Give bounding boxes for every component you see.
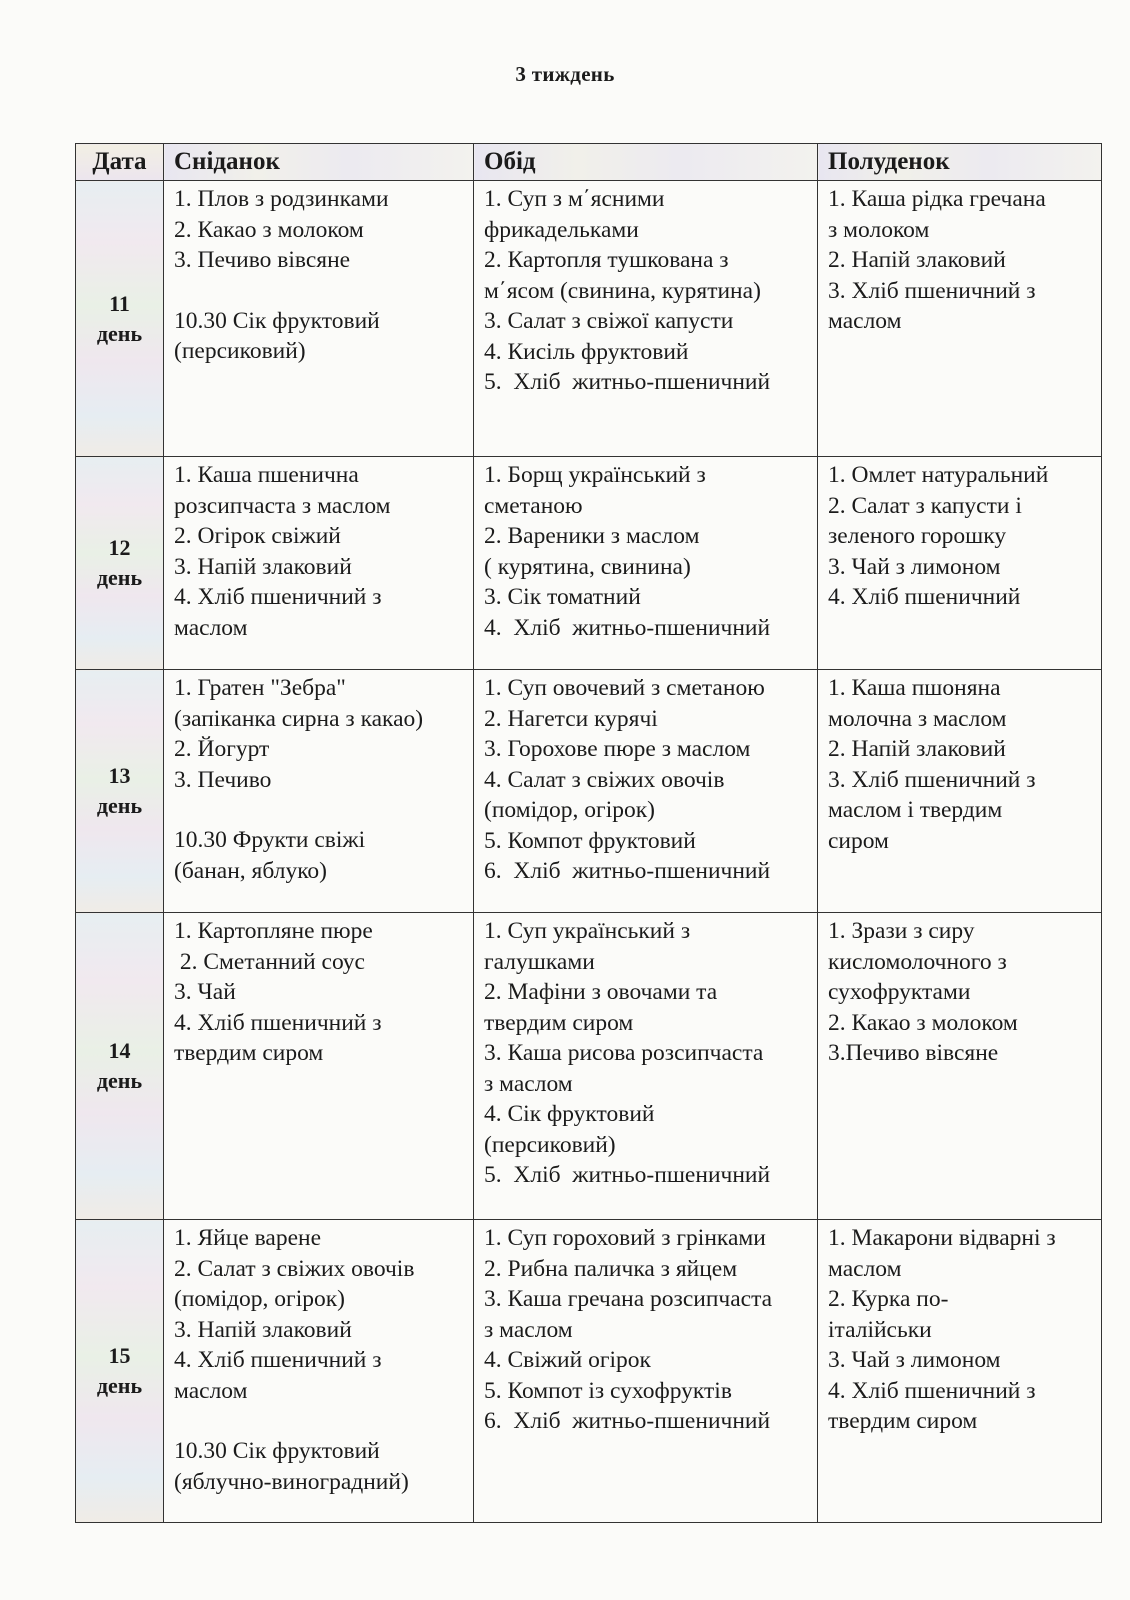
page-title: 3 тиждень bbox=[515, 62, 615, 86]
menu-item: 2. Рибна паличка з яйцем bbox=[484, 1255, 738, 1282]
menu-item: 3. Чай з лимоном bbox=[828, 1347, 1001, 1373]
menu-item: 2. Салат з капусти і bbox=[828, 492, 1022, 519]
menu-item: (помідор, огірок) bbox=[484, 797, 655, 823]
menu-item: 3. Горохове пюре з маслом bbox=[484, 736, 751, 762]
menu-item: сметаною bbox=[484, 492, 583, 519]
menu-item: 2. Напій злаковий bbox=[828, 247, 1006, 273]
breakfast-cell bbox=[164, 670, 474, 913]
menu-item: 3. Чай bbox=[174, 979, 236, 1005]
header-row bbox=[76, 144, 1102, 181]
menu-item: 1. Суп гороховий з грінками bbox=[484, 1225, 766, 1251]
menu-item: 4. Кисіль фруктовий bbox=[484, 338, 689, 365]
lunch-cell bbox=[474, 913, 818, 1220]
menu-item: 2. Мафіни з овочами та bbox=[484, 979, 718, 1005]
day-cell bbox=[76, 457, 164, 670]
menu-item: 1. Картопляне пюре bbox=[174, 918, 373, 944]
menu-item: 5. Хліб житньо-пшеничний bbox=[484, 1162, 771, 1188]
menu-item: 2. Какао з молоком bbox=[828, 1009, 1018, 1036]
lunch-cell bbox=[474, 670, 818, 913]
breakfast-cell bbox=[164, 457, 474, 670]
menu-item: 3. Чай з лимоном bbox=[828, 553, 1001, 580]
menu-item: твердим сиром bbox=[828, 1408, 978, 1434]
snack-extra-item: 10.30 Сік фруктовий bbox=[174, 307, 380, 334]
day-cell bbox=[76, 913, 164, 1220]
menu-item: 2. Салат з свіжих овочів bbox=[174, 1255, 415, 1282]
menu-item: 3. Печиво bbox=[174, 766, 272, 793]
snack-extra-item: (персиковий) bbox=[174, 338, 306, 364]
menu-item: 1. Макарони відварні з bbox=[828, 1225, 1056, 1251]
day-label: день bbox=[96, 320, 143, 346]
menu-item: 4. Хліб житньо-пшеничний bbox=[484, 614, 771, 641]
menu-item: сиром bbox=[828, 827, 889, 854]
menu-item: 1. Омлет натуральний bbox=[828, 462, 1049, 488]
menu-item: 3. Печиво вівсяне bbox=[174, 247, 351, 273]
menu-item: 1. Каша рідка гречана bbox=[828, 186, 1046, 212]
menu-item: маслом bbox=[174, 614, 248, 641]
breakfast-cell bbox=[164, 1220, 474, 1523]
menu-item: 4. Хліб пшеничний з bbox=[174, 1009, 382, 1036]
menu-item: 1. Зрази з сиру bbox=[828, 918, 975, 944]
breakfast-cell bbox=[164, 913, 474, 1220]
menu-item: 3. Напій злаковий bbox=[174, 1316, 352, 1343]
menu-item: 1. Каша пшенична bbox=[174, 462, 359, 488]
menu-item: 2. Картопля тушкована з bbox=[484, 247, 729, 273]
header-snack: Полуденок bbox=[818, 144, 1102, 181]
snack-cell bbox=[818, 457, 1102, 670]
menu-table bbox=[75, 143, 1102, 1523]
menu-item: 2. Какао з молоком bbox=[174, 216, 364, 243]
snack-extra-item: (яблучно-виноградний) bbox=[174, 1468, 409, 1495]
menu-item: з маслом bbox=[484, 1070, 573, 1097]
menu-item: 3. Салат з свіжої капусти bbox=[484, 308, 734, 334]
menu-item: 3.Печиво вівсяне bbox=[828, 1040, 999, 1066]
day-number: 12 bbox=[108, 535, 131, 560]
menu-item: 3. Хліб пшеничний з bbox=[828, 766, 1036, 793]
snack-extra-item: 10.30 Сік фруктовий bbox=[174, 1438, 380, 1464]
menu-item: маслом bbox=[174, 1377, 248, 1404]
day-label: день bbox=[96, 793, 143, 818]
menu-item: твердим сиром bbox=[484, 1009, 634, 1036]
menu-item: 3. Каша рисова розсипчаста bbox=[484, 1040, 764, 1066]
lunch-cell bbox=[474, 457, 818, 670]
menu-item: 1. Суп овочевий з сметаною bbox=[484, 675, 765, 701]
day-cell bbox=[76, 1220, 164, 1523]
menu-item: 1. Суп український з bbox=[484, 918, 691, 944]
menu-item: 2. Йогурт bbox=[174, 736, 270, 762]
day-label: день bbox=[96, 1068, 143, 1093]
menu-item: маслом bbox=[828, 1255, 902, 1282]
menu-item: галушками bbox=[484, 948, 595, 975]
menu-item: (запіканка сирна з какао) bbox=[174, 705, 424, 732]
menu-item: 6. Хліб житньо-пшеничний bbox=[484, 858, 771, 884]
menu-item: 2. Напій злаковий bbox=[828, 736, 1006, 762]
menu-item: 2. Курка по- bbox=[828, 1286, 949, 1312]
day-number: 13 bbox=[108, 763, 131, 788]
day-cell bbox=[76, 670, 164, 913]
menu-item: 2. Сметанний соус bbox=[174, 948, 365, 975]
menu-item: молочна з маслом bbox=[828, 705, 1007, 732]
day-label: день bbox=[96, 1373, 143, 1398]
menu-item: сухофруктами bbox=[828, 979, 971, 1005]
day-row bbox=[76, 457, 1102, 670]
menu-item: розсипчаста з маслом bbox=[174, 492, 391, 519]
day-label: день bbox=[96, 565, 143, 590]
menu-item: з молоком bbox=[828, 216, 930, 243]
day-row bbox=[76, 670, 1102, 913]
menu-item: 1. Суп з м΄ясними bbox=[484, 186, 665, 212]
day-cell bbox=[76, 181, 164, 457]
menu-item: м΄ясом (свинина, курятина) bbox=[484, 277, 761, 304]
menu-item: 3. Сік томатний bbox=[484, 584, 641, 610]
menu-item: 4. Хліб пшеничний з bbox=[174, 584, 382, 610]
menu-item: 1. Каша пшоняна bbox=[828, 675, 1001, 701]
snack-cell bbox=[818, 670, 1102, 913]
menu-item: зеленого горошку bbox=[828, 523, 1007, 549]
menu-item: кисломолочного з bbox=[828, 948, 1007, 975]
day-row bbox=[76, 181, 1102, 457]
menu-item: 2. Нагетси курячі bbox=[484, 705, 658, 732]
menu-item: 3. Напій злаковий bbox=[174, 553, 352, 580]
menu-item: маслом bbox=[828, 308, 902, 334]
menu-item: 1. Плов з родзинками bbox=[174, 186, 389, 212]
menu-item: італійськи bbox=[828, 1316, 932, 1343]
lunch-cell bbox=[474, 181, 818, 457]
menu-item: 2. Вареники з маслом bbox=[484, 523, 700, 549]
lunch-cell bbox=[474, 1220, 818, 1523]
menu-item: 4. Хліб пшеничний з bbox=[174, 1347, 382, 1373]
day-row bbox=[76, 913, 1102, 1220]
menu-item: 1. Гратен "Зебра" bbox=[174, 675, 346, 701]
menu-item: 1. Яйце варене bbox=[174, 1225, 322, 1251]
menu-item: 4. Сік фруктовий bbox=[484, 1101, 655, 1127]
menu-body bbox=[76, 181, 1102, 1523]
menu-item: ( курятина, свинина) bbox=[484, 553, 691, 580]
header-breakfast: Сніданок bbox=[164, 144, 474, 181]
day-row bbox=[76, 1220, 1102, 1523]
day-number: 15 bbox=[108, 1343, 131, 1368]
snack-extra-item: (банан, яблуко) bbox=[174, 857, 328, 884]
menu-item: 5. Компот фруктовий bbox=[484, 827, 696, 854]
day-number: 11 bbox=[109, 290, 130, 316]
menu-item: (персиковий) bbox=[484, 1131, 616, 1158]
menu-item: 4. Хліб пшеничний з bbox=[828, 1377, 1036, 1404]
menu-item: 4. Свіжий огірок bbox=[484, 1347, 651, 1373]
snack-cell bbox=[818, 181, 1102, 457]
menu-item: 4. Хліб пшеничний bbox=[828, 584, 1021, 610]
menu-item: 1. Борщ український з bbox=[484, 462, 706, 488]
menu-item: 3. Хліб пшеничний з bbox=[828, 277, 1036, 304]
menu-item: 6. Хліб житньо-пшеничний bbox=[484, 1408, 771, 1434]
header-lunch: Обід bbox=[474, 144, 818, 181]
menu-item: 4. Салат з свіжих овочів bbox=[484, 766, 725, 793]
menu-item: 3. Каша гречана розсипчаста bbox=[484, 1286, 773, 1312]
menu-item: твердим сиром bbox=[174, 1040, 324, 1066]
menu-item: з маслом bbox=[484, 1316, 573, 1343]
breakfast-cell bbox=[164, 181, 474, 457]
menu-item: 5. Хліб житньо-пшеничний bbox=[484, 369, 771, 395]
snack-extra-item: 10.30 Фрукти свіжі bbox=[174, 827, 366, 853]
menu-item: 2. Огірок свіжий bbox=[174, 523, 341, 549]
header-date: Дата bbox=[76, 144, 164, 181]
menu-item: маслом і твердим bbox=[828, 797, 1003, 823]
snack-cell bbox=[818, 913, 1102, 1220]
day-number: 14 bbox=[108, 1038, 131, 1063]
menu-item: фрикадельками bbox=[484, 216, 639, 243]
snack-cell bbox=[818, 1220, 1102, 1523]
menu-item: (помідор, огірок) bbox=[174, 1286, 345, 1312]
menu-item: 5. Компот із сухофруктів bbox=[484, 1377, 732, 1404]
